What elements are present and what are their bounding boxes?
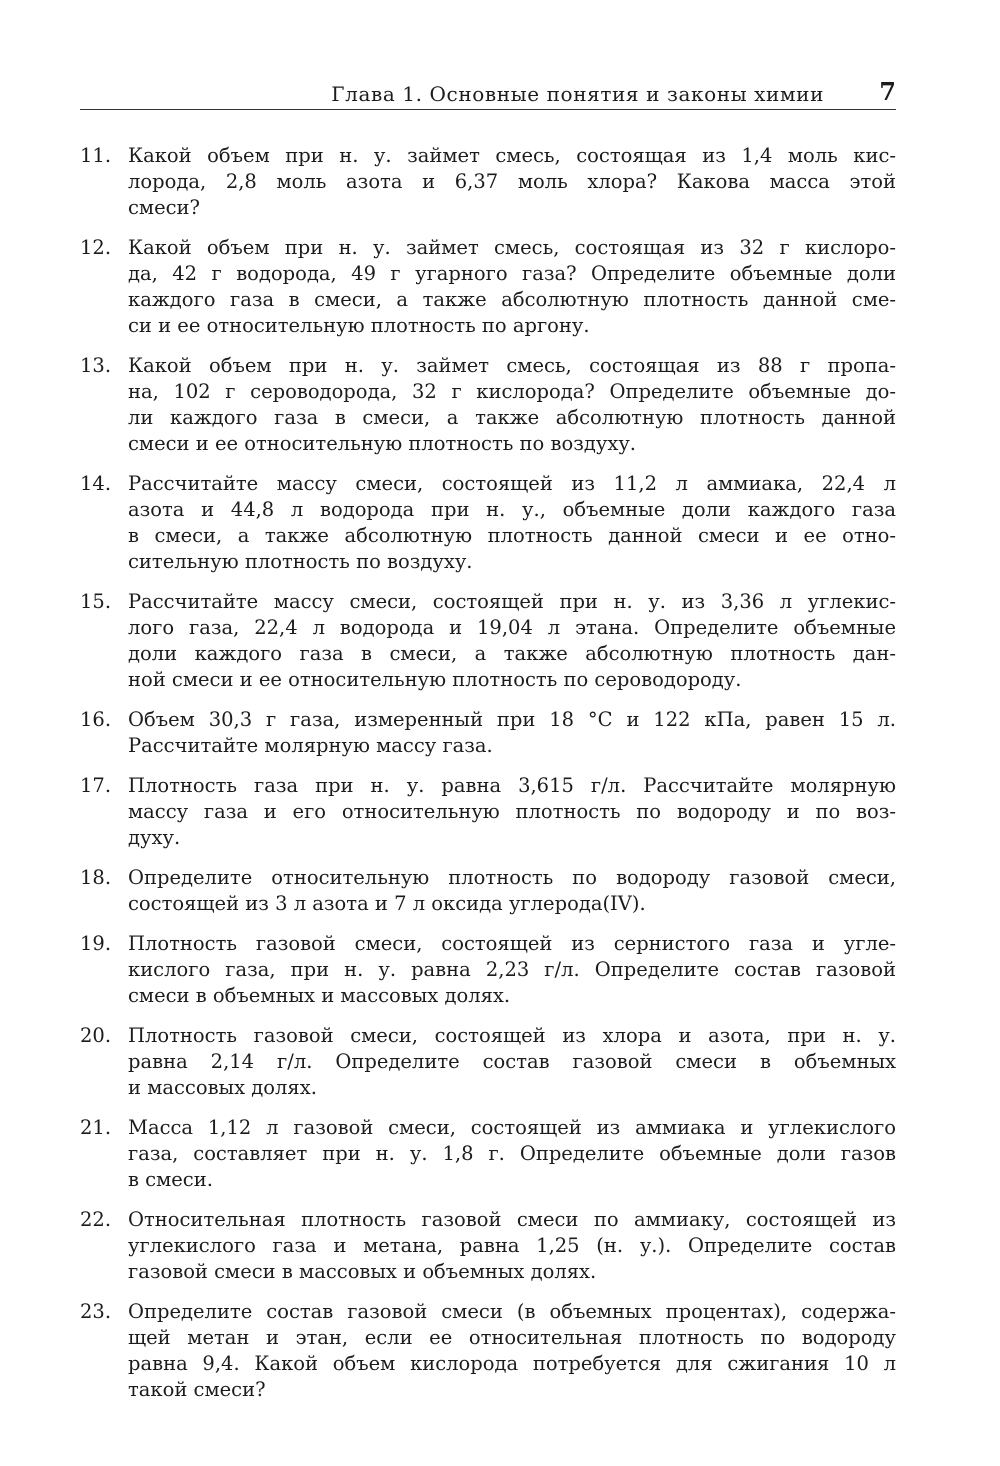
problem-text-line: лого газа, 22,4 л водорода и 19,04 л этана. Определите объемные: [128, 616, 896, 639]
problem-number: 15.: [80, 590, 112, 613]
problem-text-line: лорода, 2,8 моль азота и 6,37 моль хлора? Какова масса этой: [128, 170, 896, 193]
problem-text-line: ли каждого газа в смеси, а также абсолютную плотность данной: [128, 406, 896, 429]
problem-text-line: духу.: [128, 826, 181, 849]
problem-text-line: Какой объем при н. у. займет смесь, состоящая из 88 г пропа-: [128, 354, 896, 377]
problem-number: 16.: [80, 708, 112, 731]
problem-text: [128, 353, 896, 457]
problem-number: 20.: [80, 1024, 112, 1047]
problem-text-line: Какой объем при н. у. займет смесь, состоящая из 32 г кислоро-: [128, 236, 896, 259]
problem-number: 11.: [80, 144, 112, 167]
problem-text-line: в смеси.: [128, 1168, 213, 1191]
problem-text-line: азота и 44,8 л водорода при н. у., объемные доли каждого газа: [128, 498, 896, 521]
problem-text-line: равна 9,4. Какой объем кислорода потребуется для сжигания 10 л: [128, 1352, 896, 1375]
problem-number: 13.: [80, 354, 112, 377]
problem-text: [128, 773, 896, 851]
problem-item: [80, 471, 896, 575]
problem-number: 23.: [80, 1300, 112, 1323]
problem-text-line: каждого газа в смеси, а также абсолютную плотность данной сме-: [128, 288, 896, 311]
problem-number: 21.: [80, 1116, 112, 1139]
problem-text-line: газа, составляет при н. у. 1,8 г. Определите объемные доли газов: [128, 1142, 896, 1165]
problem-text-line: Рассчитайте молярную массу газа.: [128, 734, 493, 757]
header-rule: [80, 109, 896, 110]
problem-item: [80, 865, 896, 917]
problem-text-line: доли каждого газа в смеси, а также абсолютную плотность дан-: [128, 642, 896, 665]
problem-item: [80, 773, 896, 851]
problem-item: [80, 235, 896, 339]
problem-text-line: массу газа и его относительную плотность по водороду и по воз-: [128, 800, 896, 823]
problem-number: 18.: [80, 866, 112, 889]
problem-text-line: состоящей из 3 л азота и 7 л оксида углерода(IV).: [128, 892, 646, 915]
problem-number: 14.: [80, 472, 112, 495]
problem-text-line: Определите относительную плотность по водороду газовой смеси,: [128, 866, 896, 889]
problem-text: [128, 707, 896, 759]
problem-text-line: Рассчитайте массу смеси, состоящей из 11,2 л аммиака, 22,4 л: [128, 472, 896, 495]
problem-text-line: си и ее относительную плотность по аргону.: [128, 314, 590, 337]
problem-text-line: кислого газа, при н. у. равна 2,23 г/л. Определите состав газовой: [128, 958, 896, 981]
problem-item: [80, 1115, 896, 1193]
problem-text-line: равна 2,14 г/л. Определите состав газовой смеси в объемных: [128, 1050, 896, 1073]
problem-text: [128, 143, 896, 221]
problem-text: [128, 471, 896, 575]
problem-item: [80, 1207, 896, 1285]
problem-text: [128, 1207, 896, 1285]
problem-text-line: такой смеси?: [128, 1378, 266, 1401]
problem-text-line: да, 42 г водорода, 49 г угарного газа? Определите объемные доли: [128, 262, 896, 285]
problem-list: [80, 143, 896, 1417]
problem-text-line: Относительная плотность газовой смеси по аммиаку, состоящей из: [128, 1208, 896, 1231]
problem-number: 22.: [80, 1208, 112, 1231]
running-header: [80, 78, 896, 110]
problem-text: [128, 865, 896, 917]
problem-text-line: сительную плотность по воздуху.: [128, 550, 473, 573]
problem-text: [128, 1299, 896, 1403]
problem-item: [80, 353, 896, 457]
problem-text-line: смеси?: [128, 196, 201, 219]
problem-number: 17.: [80, 774, 112, 797]
problem-text-line: в смеси, а также абсолютную плотность данной смеси и ее отно-: [128, 524, 896, 547]
problem-text-line: Рассчитайте массу смеси, состоящей при н. у. из 3,36 л углекис-: [128, 590, 896, 613]
problem-text-line: Плотность газа при н. у. равна 3,615 г/л. Рассчитайте молярную: [128, 774, 896, 797]
problem-text: [128, 589, 896, 693]
problem-text-line: Плотность газовой смеси, состоящей из сернистого газа и угле-: [128, 932, 896, 955]
problem-text: [128, 931, 896, 1009]
problem-text: [128, 1023, 896, 1101]
problem-text-line: Определите состав газовой смеси (в объемных процентах), содержа-: [128, 1300, 896, 1323]
problem-text-line: щей метан и этан, если ее относительная плотность по водороду: [128, 1326, 896, 1349]
chapter-title: Глава 1. Основные понятия и законы химии: [331, 82, 824, 106]
problem-number: 19.: [80, 932, 112, 955]
problem-item: [80, 931, 896, 1009]
problem-item: [80, 707, 896, 759]
problem-text-line: на, 102 г сероводорода, 32 г кислорода? Определите объемные до-: [128, 380, 896, 403]
problem-text-line: углекислого газа и метана, равна 1,25 (н. у.). Определите состав: [128, 1234, 896, 1257]
problem-item: [80, 589, 896, 693]
problem-text-line: Объем 30,3 г газа, измеренный при 18 °C и 122 кПа, равен 15 л.: [128, 708, 896, 731]
problem-text-line: смеси и ее относительную плотность по воздуху.: [128, 432, 636, 455]
problem-item: [80, 143, 896, 221]
problem-text-line: Масса 1,12 л газовой смеси, состоящей из аммиака и углекислого: [128, 1116, 896, 1139]
problem-text-line: газовой смеси в массовых и объемных долях.: [128, 1260, 597, 1283]
problem-text: [128, 1115, 896, 1193]
problem-text-line: Плотность газовой смеси, состоящей из хлора и азота, при н. у.: [128, 1024, 896, 1047]
problem-number: 12.: [80, 236, 112, 259]
problem-text-line: смеси в объемных и массовых долях.: [128, 984, 511, 1007]
problem-text-line: Какой объем при н. у. займет смесь, состоящая из 1,4 моль кис-: [128, 144, 896, 167]
problem-text: [128, 235, 896, 339]
problem-text-line: и массовых долях.: [128, 1076, 317, 1099]
problem-item: [80, 1023, 896, 1101]
problem-text-line: ной смеси и ее относительную плотность по сероводороду.: [128, 668, 742, 691]
problem-item: [80, 1299, 896, 1403]
page-number: 7: [879, 77, 896, 106]
